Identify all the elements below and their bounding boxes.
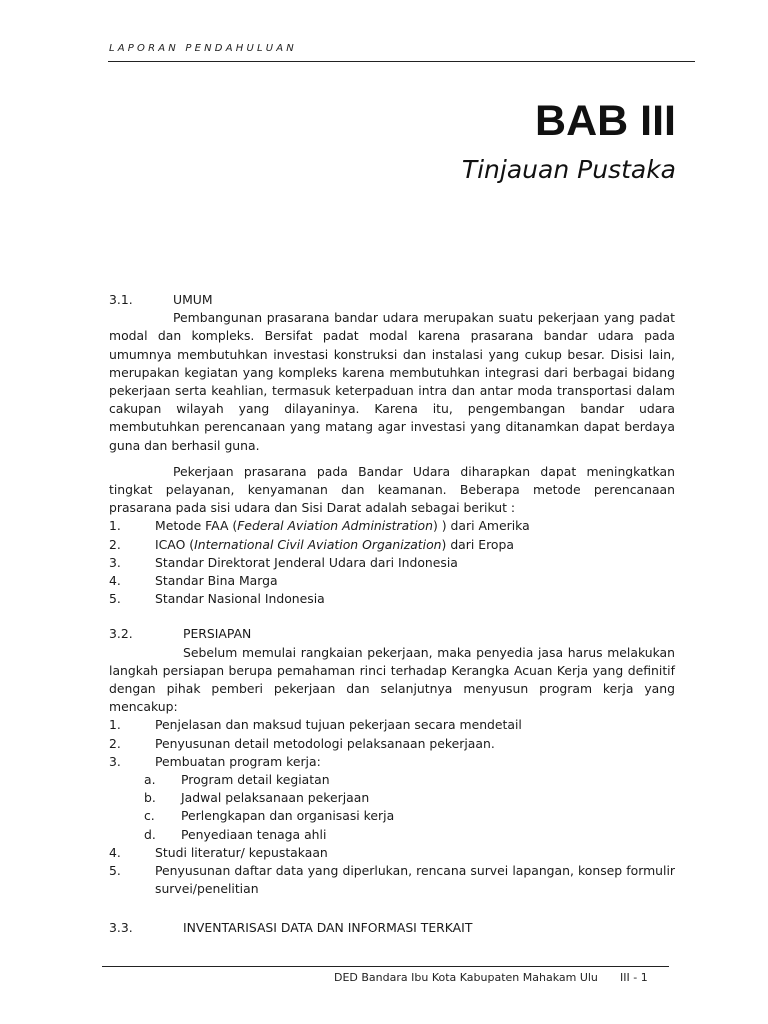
list-number: 4.	[109, 844, 121, 860]
list-number: 2.	[109, 735, 121, 751]
sub-list-letter: c.	[144, 808, 155, 824]
sub-list-text: Jadwal pelaksanaan pekerjaan	[181, 790, 370, 806]
sub-list-item	[109, 771, 675, 789]
list-text: Penjelasan dan maksud tujuan pekerjaan secara mendetail	[155, 717, 522, 733]
list-text: Penyusunan daftar data yang diperlukan, rencana survei lapangan, konsep formulir survei/penelitian	[155, 863, 675, 897]
list-number: 1.	[109, 518, 121, 534]
list-text: ICAO (International Civil Aviation Organization) dari Eropa	[155, 536, 514, 552]
footer-rule	[102, 966, 669, 967]
section-title: PERSIAPAN	[183, 626, 252, 642]
list-item	[109, 536, 675, 554]
list-text: Standar Bina Marga	[155, 573, 278, 589]
list-number: 1.	[109, 717, 121, 733]
sub-list-text: Penyediaan tenaga ahli	[181, 826, 327, 842]
chapter-title: BAB III	[535, 97, 676, 145]
section-heading	[109, 291, 675, 309]
sub-list-item	[109, 826, 675, 844]
list-item	[109, 716, 675, 734]
sub-list-text: Perlengkapan dan organisasi kerja	[181, 808, 395, 824]
chapter-subtitle: Tinjauan Pustaka	[461, 155, 676, 184]
list-item	[109, 735, 675, 753]
list-item	[109, 590, 675, 608]
document-body	[109, 291, 675, 937]
section-heading	[109, 625, 675, 643]
sub-list-item	[109, 789, 675, 807]
sub-list-item	[109, 807, 675, 825]
list-number: 5.	[109, 863, 121, 879]
sub-list-letter: a.	[144, 772, 156, 788]
paragraph: Sebelum memulai rangkaian pekerjaan, maka penyedia jasa harus melakukan langkah persiapan berupa pemahaman rinci terhadap Kerangka Acuan Kerja yang definitif dengan pihak pemberi pekerjaan dan selanjutnya menyusun program kerja yang mencakup:	[109, 644, 675, 715]
numbered-list	[109, 517, 675, 608]
running-header: LAPORAN PENDAHULUAN	[109, 43, 297, 54]
list-item	[109, 753, 675, 771]
list-item	[109, 554, 675, 572]
list-text: Metode FAA (Federal Aviation Administration) ) dari Amerika	[155, 518, 530, 534]
list-item	[109, 517, 675, 535]
section-title: UMUM	[173, 292, 213, 307]
section-heading	[109, 919, 675, 937]
sub-list-letter: b.	[144, 790, 156, 806]
list-number: 2.	[109, 536, 121, 552]
list-item	[109, 862, 675, 898]
list-item	[109, 572, 675, 590]
header-rule	[108, 61, 695, 62]
list-emphasis: Federal Aviation Administration	[237, 518, 433, 534]
footer-document-title: DED Bandara Ibu Kota Kabupaten Mahakam Ulu	[334, 971, 598, 984]
sub-list-letter: d.	[144, 826, 156, 842]
list-number: 3.	[109, 753, 121, 769]
list-text: Standar Nasional Indonesia	[155, 591, 325, 607]
section-number: 3.2.	[109, 626, 133, 642]
paragraph: Pembangunan prasarana bandar udara merupakan suatu pekerjaan yang padat modal dan kompleks. Bersifat padat modal karena prasarana bandar udara pada umumnya membutuhkan investasi konstruksi dan instalasi yang cukup besar. Disisi lain, merupakan kegiatan yang kompleks karena membutuhkan integrasi dari berbagai bidang pekerjaan serta keahlian, termasuk keterpaduan intra dan antar moda transportasi dalam cakupan wilayah yang dilayaninya. Karena itu, pengembangan bandar udara membutuhkan perencanaan yang matang agar investasi yang ditanamkan dapat berdaya guna dan berhasil guna.	[109, 310, 675, 453]
list-text: Penyusunan detail metodologi pelaksanaan pekerjaan.	[155, 735, 495, 751]
list-number: 3.	[109, 554, 121, 570]
page-number: III - 1	[620, 971, 648, 984]
list-text: Studi literatur/ kepustakaan	[155, 844, 328, 860]
section-title: INVENTARISASI DATA DAN INFORMASI TERKAIT	[183, 919, 473, 935]
list-emphasis: International Civil Aviation Organization	[194, 536, 442, 552]
list-number: 4.	[109, 573, 121, 589]
section-number: 3.3.	[109, 919, 133, 935]
list-item	[109, 844, 675, 862]
list-number: 5.	[109, 591, 121, 607]
paragraph: Pekerjaan prasarana pada Bandar Udara diharapkan dapat meningkatkan tingkat pelayanan, kenyamanan dan keamanan. Beberapa metode perencanaan prasarana pada sisi udara dan Sisi Darat adalah sebagai berikut :	[109, 463, 675, 516]
list-text: Pembuatan program kerja:	[155, 753, 321, 769]
list-text: Standar Direktorat Jenderal Udara dari Indonesia	[155, 554, 458, 570]
section-number: 3.1.	[109, 292, 133, 307]
sub-list-text: Program detail kegiatan	[181, 772, 330, 788]
